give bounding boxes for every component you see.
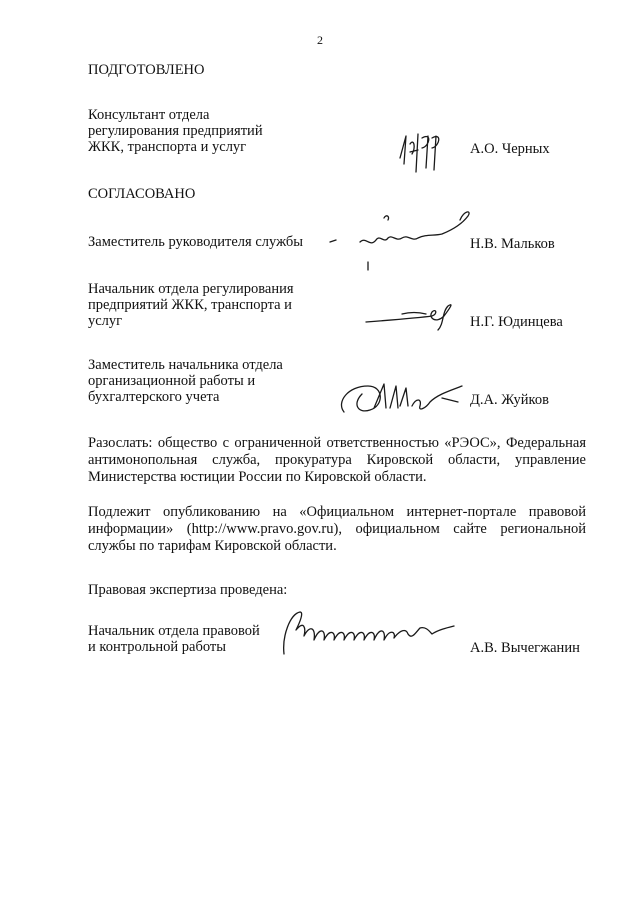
signature-yudintseva	[362, 298, 462, 332]
position-line: бухгалтерского учета	[88, 389, 220, 405]
agreed-position	[88, 357, 338, 405]
position-line: Заместитель начальника отдела	[88, 357, 283, 373]
signature-vychegzhanin	[270, 606, 460, 662]
distribution-paragraph: Разослать: общество с ограниченной ответственностью «РЭОС», Федеральная антимонопольная служба, прокуратура Кировской области, управление Министерства юстиции России по Кировской области.	[88, 435, 586, 485]
position-line: Заместитель руководителя службы	[88, 234, 304, 250]
legal-review-heading: Правовая экспертиза проведена:	[88, 582, 288, 598]
position-line: Начальник отдела регулирования	[88, 281, 294, 297]
signatory-name: Н.В. Мальков	[470, 236, 555, 252]
prepared-heading: ПОДГОТОВЛЕНО	[88, 62, 205, 78]
agreed-heading: СОГЛАСОВАНО	[88, 186, 196, 202]
agreed-position	[88, 281, 338, 329]
position-line: Начальник отдела правовой	[88, 623, 260, 639]
signatory-name: Н.Г. Юдинцева	[470, 314, 563, 330]
position-line: предприятий ЖКК, транспорта и	[88, 297, 292, 313]
page-number: 2	[317, 33, 323, 47]
agreed-position	[88, 234, 348, 250]
signatory-name: А.В. Вычегжанин	[470, 640, 580, 656]
prepared-position	[88, 107, 318, 155]
position-line: ЖКК, транспорта и услуг	[88, 139, 247, 155]
signature-chernykh	[392, 128, 462, 178]
signatory-name: Д.А. Жуйков	[470, 392, 549, 408]
publication-paragraph: Подлежит опубликованию на «Официальном интернет-портале правовой информации» (http://www.pravo.gov.ru), официальном сайте региональной службы по тарифам Кировской области.	[88, 504, 586, 554]
signature-malkov	[322, 208, 482, 272]
signature-zhuikov	[334, 378, 470, 424]
position-line: организационной работы и	[88, 373, 256, 389]
position-line: Консультант отдела	[88, 107, 210, 123]
position-line: регулирования предприятий	[88, 123, 263, 139]
position-line: услуг	[88, 313, 123, 329]
position-line: и контрольной работы	[88, 639, 226, 655]
signatory-name: А.О. Черных	[470, 141, 550, 157]
